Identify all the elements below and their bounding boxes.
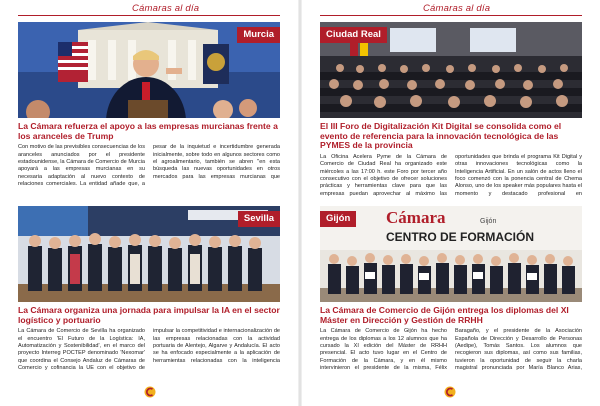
article-body: La Cámara de Comercio de Sevilla ha organizado el encuentro 'El Futuro de la Logística: IA, Automatización y Sostenibilidad', en el marco del proyecto Interreg POCTEP denominado 'Nexomar' que coordina el Consejo Andaluz de Cámaras de Comercio y cofinancia la UE con el objetivo de impulsar la competitividad e internacionalización de las empresas relacionadas con la actividad portuaria de Alentejo, Algarve y Andalucía. El acto se ha enfocado especialmente a la aplicación de herramientas relacionadas con la inteligencia [18, 328, 280, 372]
right-page [300, 0, 600, 406]
header-rule [18, 15, 280, 16]
region-tag: Gijón [320, 211, 356, 227]
article-sevilla [18, 206, 280, 374]
article-photo [320, 206, 582, 302]
region-tag: Sevilla [238, 211, 280, 227]
section-header-title: Cámaras al día [132, 3, 200, 14]
region-tag: Ciudad Real [320, 27, 387, 43]
region-tag: Murcia [237, 27, 280, 43]
article-body: La Oficina Acelera Pyme de la Cámara de Comercio de Ciudad Real ha organizado este miércoles a las 17:00 h. este Foro por tercer año consecutivo con el objetivo de ofrecer soluciones prácticas y herramientas clave para que las empresas puedan aprovechar al máximo las oportunidades que brinda el programa Kit Digital y otras innovaciones tecnológicas como la Inteligencia Artificial. En un salón de actos lleno el foco comenzó con la ponencia central de Chema Alonso, uno de los speaker más populares hasta el momento y destacado profesional en [320, 153, 582, 197]
article-photo [18, 206, 280, 302]
article-headline[interactable]: La Cámara organiza una jornada para impulsar la IA en el sector logístico y portuario [18, 305, 280, 325]
section-header-title: Cámaras al día [423, 3, 491, 14]
article-headline[interactable]: La Cámara refuerza el apoyo a las empresas murcianas frente a los aranceles de Trump [18, 121, 278, 141]
article-gijon [320, 206, 582, 374]
header-rule [320, 15, 582, 16]
article-body: Con motivo de las previsibles consecuencias de los aranceles anunciados por el presidente estadounidense, la Cámara de Comercio de Murcia apoyará a las empresas murcianas en su necesaria adaptación al nuevo contexto de relaciones comerciales. La entidad añade que, a pesar de la inquietud e incertidumbre generada inicialmente, sobre todo en algunos sectores como el agroalimentario, también se abren "en esta búsqueda las nuevas oportunidades en otros mercados para las empresas murcianas que [18, 144, 280, 188]
photo-sign-main: Cámara [386, 208, 446, 227]
article-ciudad-real [320, 22, 582, 200]
article-photo [320, 22, 582, 118]
article-murcia [18, 22, 280, 190]
camara-logo-icon [144, 386, 156, 398]
article-headline[interactable]: La Cámara de Comercio de Gijón entrega los diplomas del XI Máster en Dirección y Gestión de RRHH [320, 305, 569, 325]
article-headline[interactable]: El III Foro de Digitalización Kit Digital se consolida como el evento de referencia para la innovación tecnológica de las PYMES de la provincia [320, 121, 562, 151]
photo-sign-city: Gijón [480, 218, 497, 225]
article-body: La Cámara de Comercio de Gijón ha hecho entrega de los diplomas a los 12 alumnos que ha cursado la XI edición del Máster de RRHH presencial. El acto tuvo lugar en el Centro de Formación de la Cámara, y en él mismo intervinieron el presidente de la misma, Félix Baragaño, y el presidente de la Asociación Española de Dirección y Desarrollo de Personas (Aedipe), Tomás Santos. Los alumnos que recogieron sus diplomas, así como sus familias, tuvieron la oportunidad de seguir la charla magistral pronunciada por María Blanco Arias, [320, 328, 582, 372]
article-photo [18, 22, 280, 118]
photo-sign-sub: CENTRO DE FORMACIÓN [386, 230, 534, 244]
photo-graduation-group [320, 206, 582, 302]
camara-logo-icon [444, 386, 456, 398]
